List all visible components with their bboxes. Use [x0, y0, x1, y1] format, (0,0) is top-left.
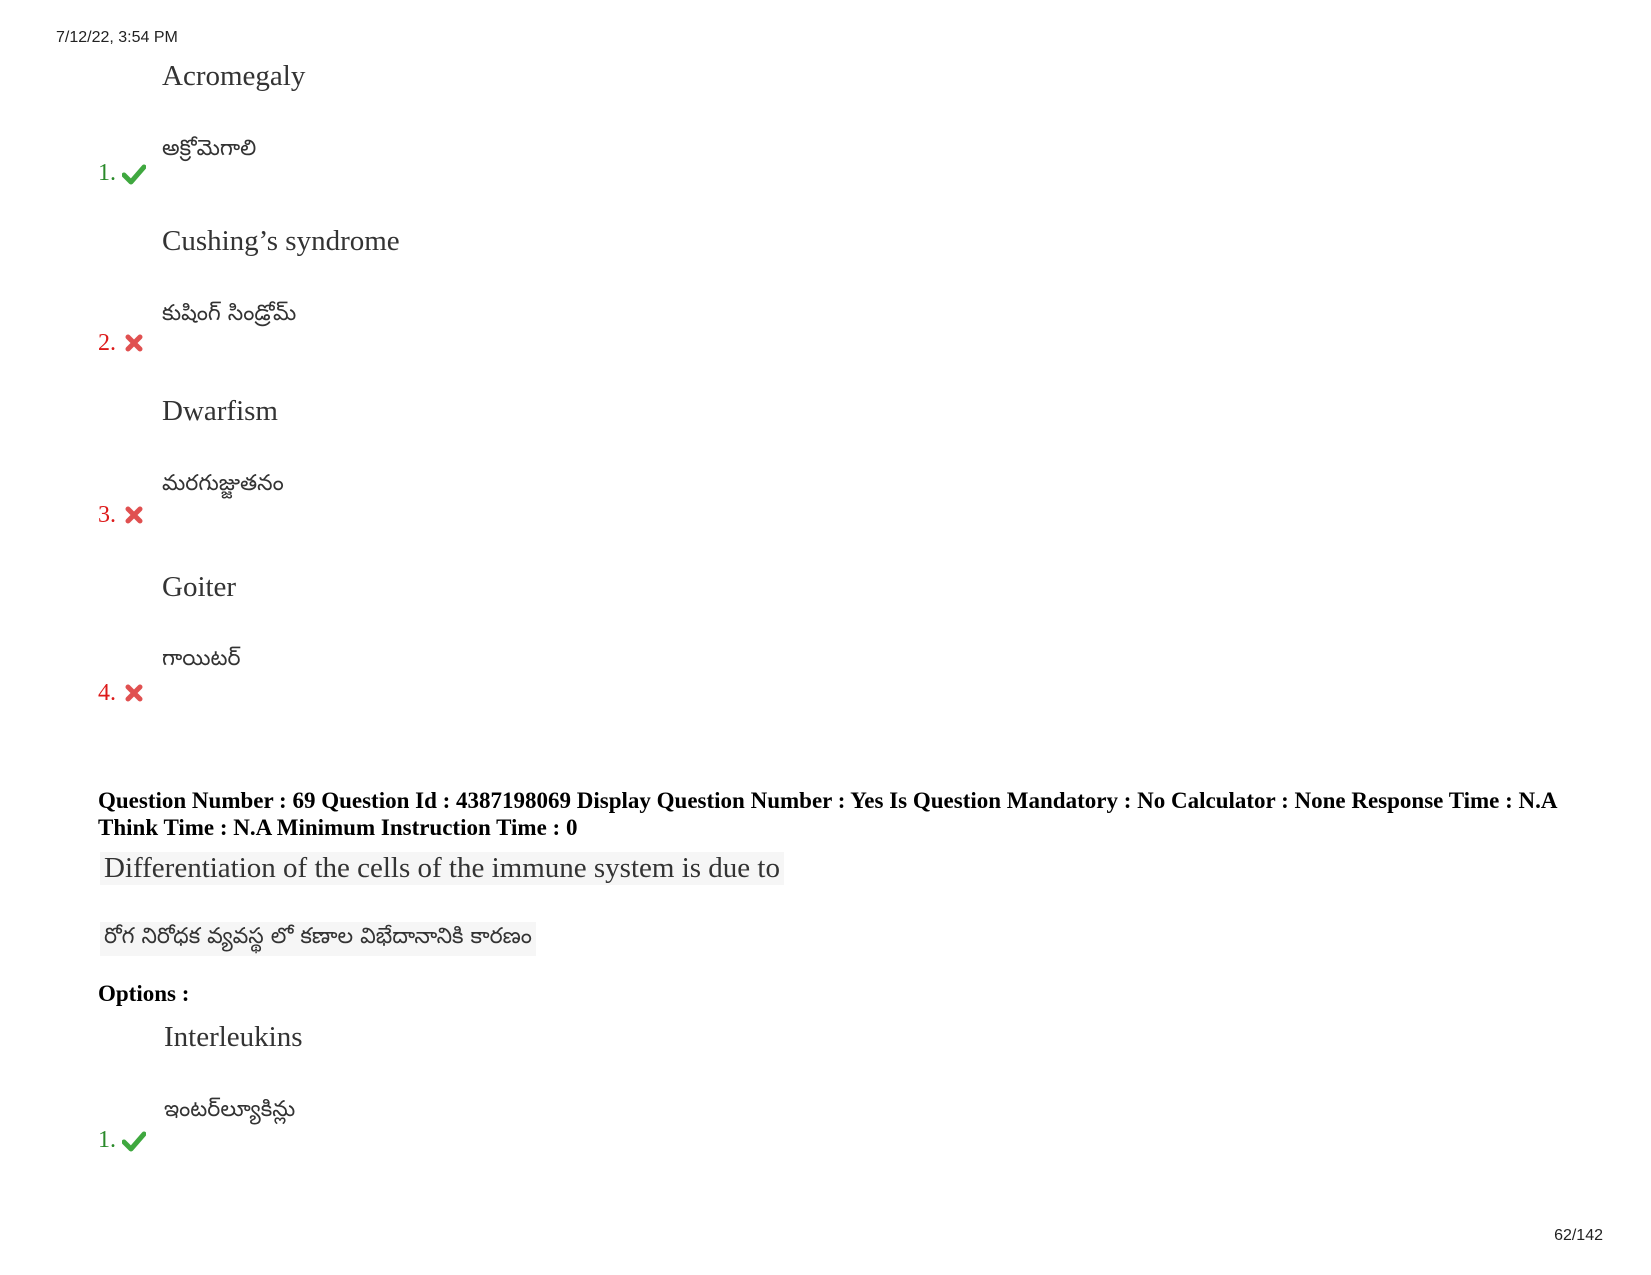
question-meta: Question Number : 69 Question Id : 4387198069 Display Question Number : Yes Is Question Mandatory : No Calculator : None Response Time : N.A Think Time : N.A Minimum Instruction Time : 0: [98, 788, 1557, 840]
cross-icon: [122, 683, 146, 705]
option-1-marker: [98, 160, 146, 187]
option-1-telugu: అక్రోమెగాలి: [162, 136, 257, 161]
option-2-number: 2.: [98, 330, 116, 356]
check-icon: [122, 1130, 146, 1152]
question-text-english: Differentiation of the cells of the immune system is due to: [100, 852, 784, 885]
question-text-telugu: రోగ నిరోధక వ్యవస్థ లో కణాల విభేదానానికి కారణం: [100, 922, 536, 956]
option-2-english: Cushing’s syndrome: [162, 225, 400, 257]
check-icon: [122, 163, 146, 185]
options-label: Options :: [98, 981, 190, 1006]
q-option-1-number: 1.: [98, 1127, 116, 1153]
option-3-marker: [98, 502, 146, 529]
option-4-telugu: గాయిటర్: [162, 646, 241, 671]
option-3-english: Dwarfism: [162, 395, 278, 427]
q-option-1-english: Interleukins: [164, 1021, 303, 1053]
q-option-1-telugu: ఇంటర్‌ల్యూకిన్లు: [164, 1097, 296, 1122]
option-4-number: 4.: [98, 680, 116, 706]
option-2-marker: [98, 330, 146, 357]
option-2-telugu: కుషింగ్ సిండ్రోమ్: [162, 301, 297, 326]
option-1-english: Acromegaly: [162, 60, 306, 92]
page-number: 62/142: [1554, 1227, 1603, 1244]
q-option-1-marker: [98, 1127, 146, 1154]
option-4-marker: [98, 680, 146, 707]
print-timestamp: 7/12/22, 3:54 PM: [56, 29, 178, 46]
option-3-telugu: మరగుజ్జుతనం: [162, 471, 284, 496]
cross-icon: [122, 333, 146, 355]
option-3-number: 3.: [98, 502, 116, 528]
option-1-number: 1.: [98, 160, 116, 186]
cross-icon: [122, 505, 146, 527]
option-4-english: Goiter: [162, 571, 237, 603]
